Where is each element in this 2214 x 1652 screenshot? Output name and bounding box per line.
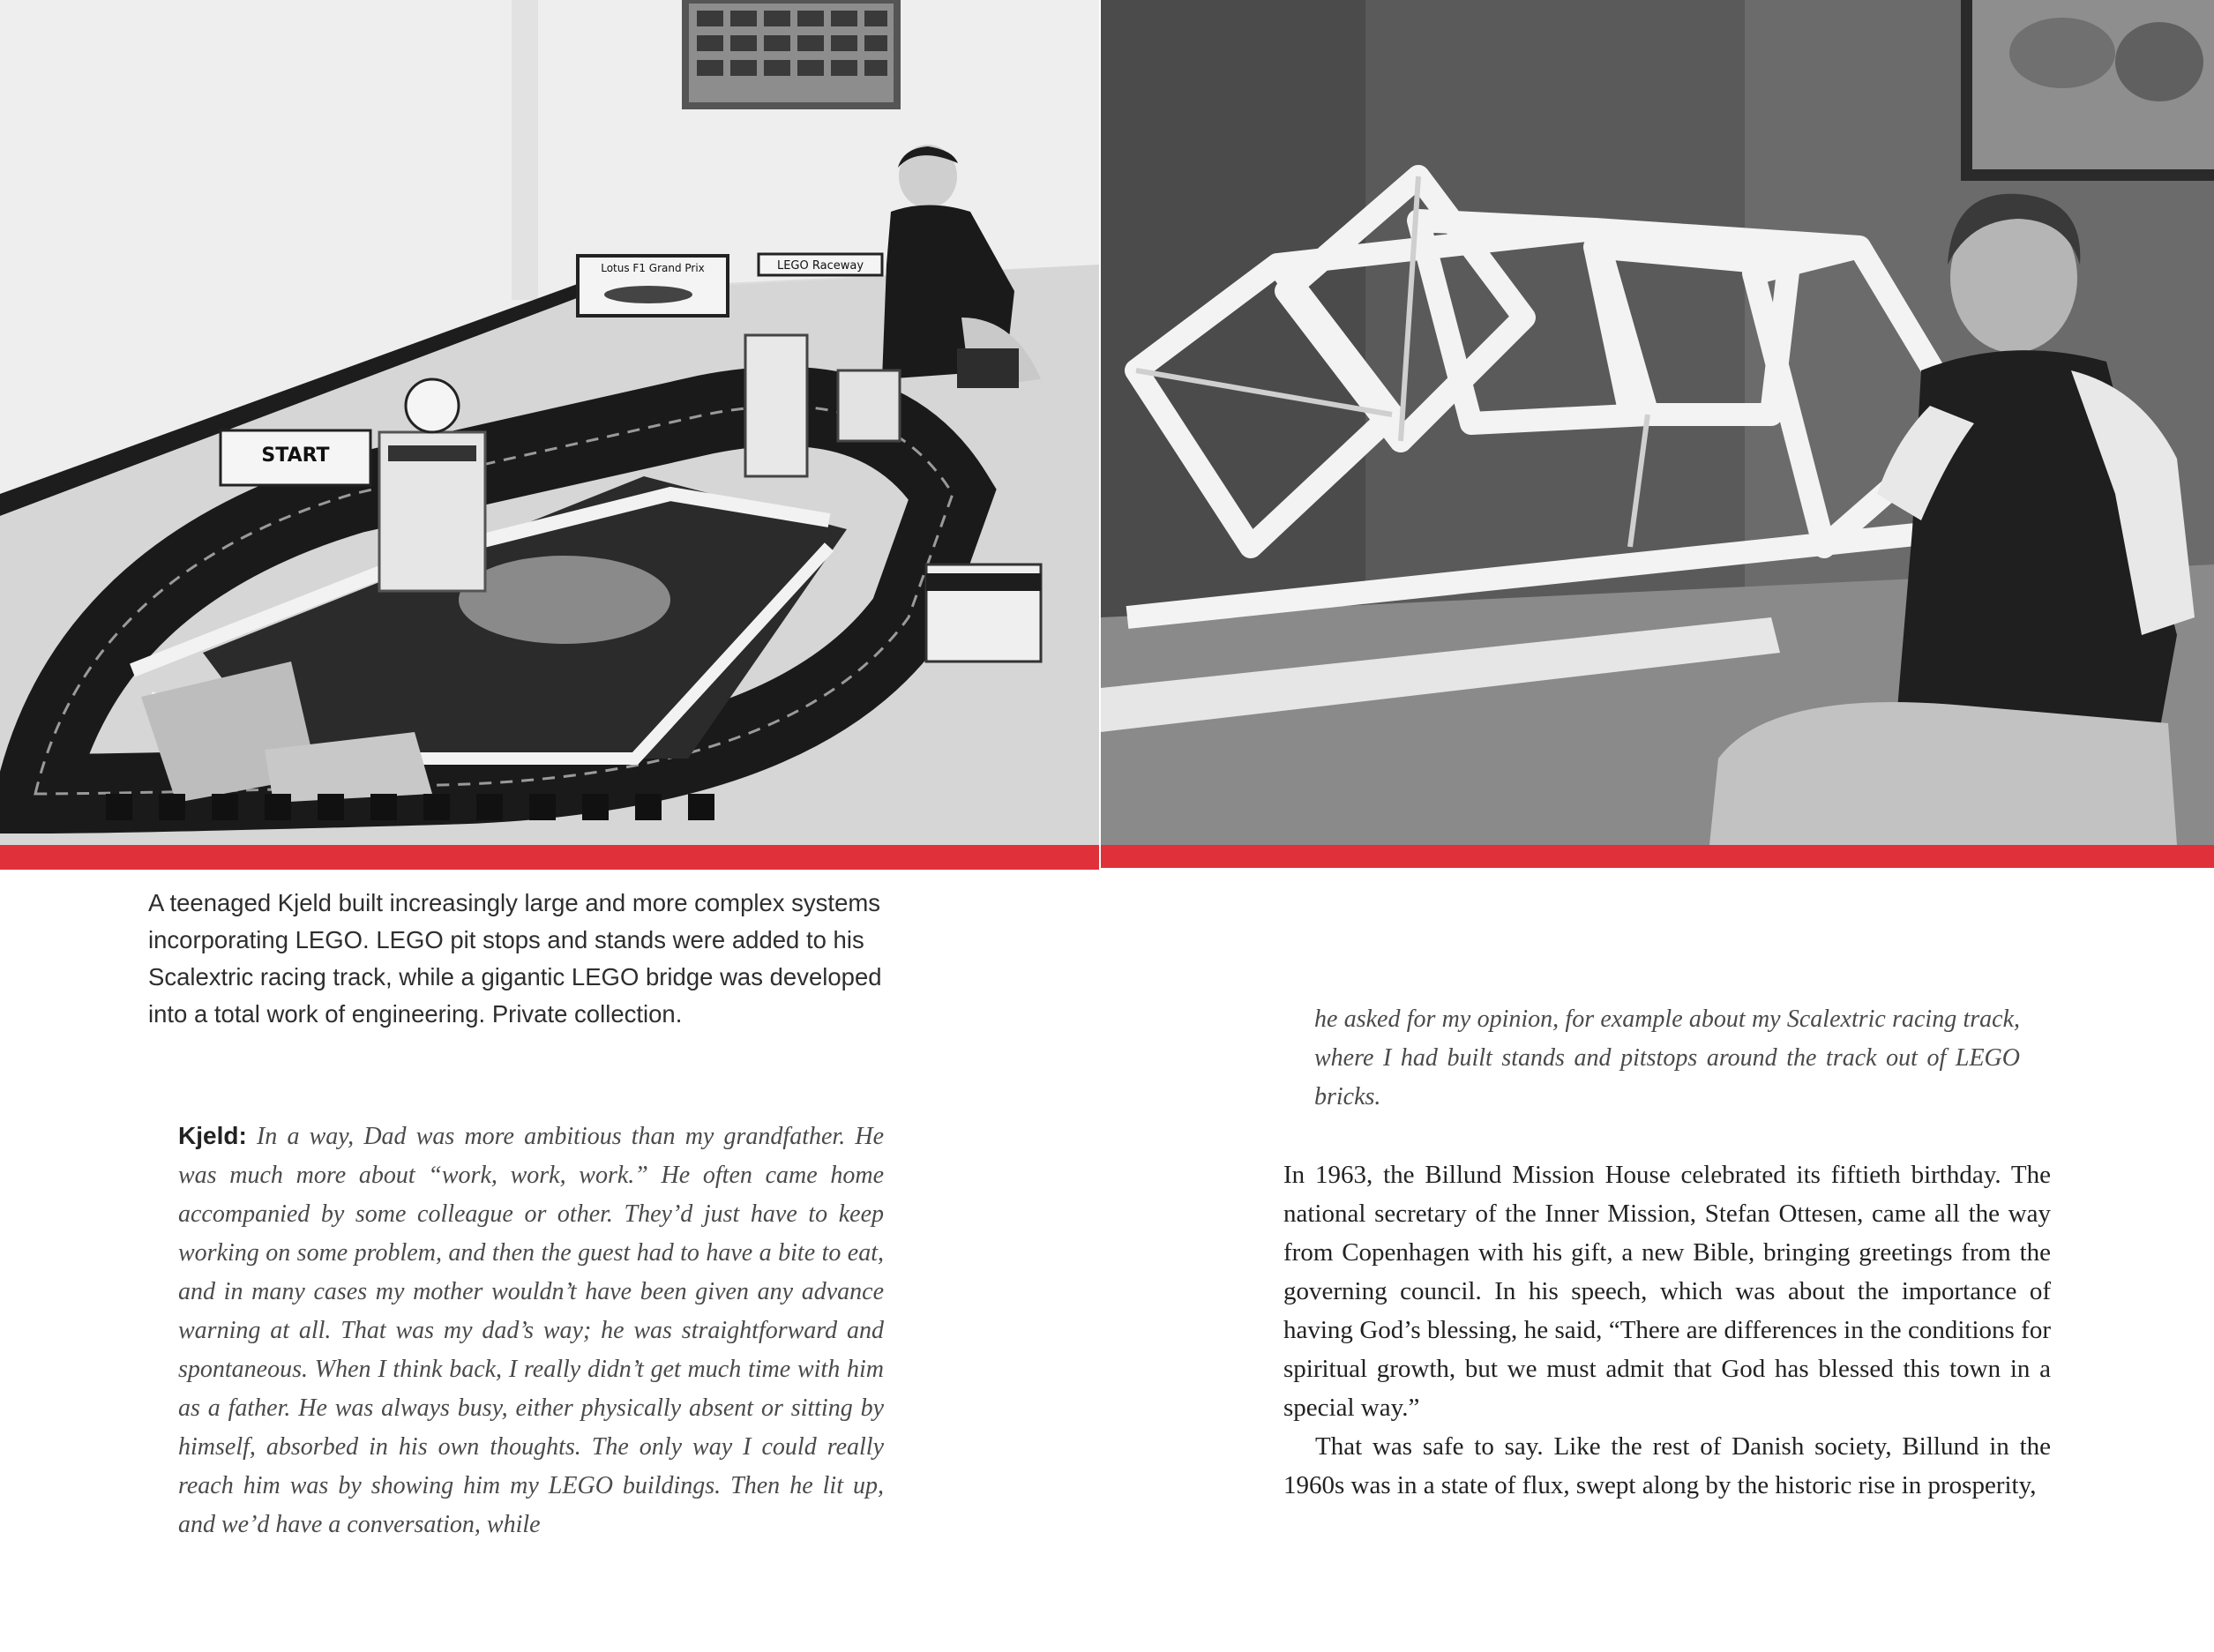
photo-lego-bridge	[1101, 0, 2214, 845]
raceway-sign-text: LEGO Raceway	[776, 259, 864, 273]
grand-prix-sign-text: Lotus F1 Grand Prix	[601, 262, 705, 274]
accent-bar-left	[0, 845, 1099, 870]
photo-racing-track	[0, 0, 1099, 845]
photo-caption: A teenaged Kjeld built increasingly large and more complex systems incorporating LEGO. LEGO pit stops and stands were added to his Scalextric racing track, while a gigantic LEGO bridge was developed into a total work of engineering. Private collection.	[148, 889, 882, 1028]
body-paragraph-1: In 1963, the Billund Mission House celebrated its fiftieth birthday. The national secretary of the Inner Mission, Stefan Ottesen, came all the way from Copenhagen with his gift, a new Bible, bringing greetings from the governing council. In his speech, which was about the importance of having God’s blessing, he said, “There are differences in the conditions for spiritual growth, but we must admit that God has blessed this town in a special way.”	[1283, 1161, 2051, 1422]
quote-block-left	[178, 1117, 884, 1544]
quote-text-left: In a way, Dad was more ambitious than my grandfather. He was much more about “work, work, work.” He often came home accompanied by some colleague or other. They’d just have to keep working on some problem, and then the guest had to have a bite to eat, and in many cases my mother wouldn’t have been given any advance warning at all. That was my dad’s way; he was straightforward and spontaneous. When I think back, I really didn’t get much time with him as a father. He was always busy, either physically absent or sitting by himself, absorbed in his own thoughts. The only way I could really reach him was by showing him my LEGO buildings. Then he lit up, and we’d have a conversation, while	[178, 1123, 885, 1538]
body-paragraph-2: That was safe to say. Like the rest of Danish society, Billund in the 1960s was in a state of flux, swept along by the historic rise in prosperity,	[1283, 1432, 2051, 1499]
body-text	[1283, 1155, 2051, 1505]
quote-block-right: he asked for my opinion, for example about my Scalextric racing track, where I had built stands and pitstops around the track out of LEGO bricks.	[1314, 1005, 2020, 1110]
start-sign-text: START	[261, 445, 330, 467]
speaker-label: Kjeld:	[178, 1122, 247, 1149]
accent-bar-right	[1101, 845, 2214, 868]
